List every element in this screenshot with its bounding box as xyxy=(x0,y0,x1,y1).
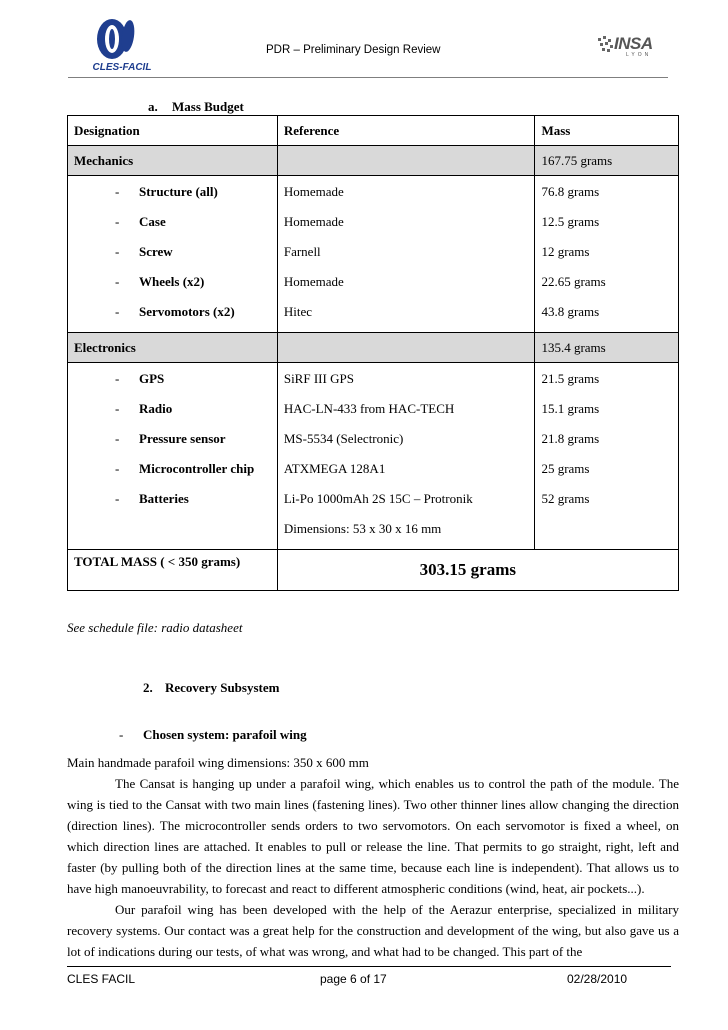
items-mass-cell xyxy=(535,363,679,550)
item-label: Screw xyxy=(139,244,173,259)
cles-facil-logo xyxy=(82,14,162,72)
item-reference: HAC-LN-433 from HAC-TECH xyxy=(283,401,455,416)
item-dash: - xyxy=(115,371,120,386)
item-mass: 76.8 grams xyxy=(541,184,600,199)
item-mass: 25 grams xyxy=(541,461,590,476)
bullet-text: Chosen system: parafoil wing xyxy=(143,727,307,742)
column-header-reference: Reference xyxy=(277,116,535,146)
category-row-mechanics xyxy=(68,146,679,176)
total-row xyxy=(68,550,679,591)
item-label: GPS xyxy=(139,371,165,386)
item-reference: Homemade xyxy=(283,274,344,289)
item-mass: 52 grams xyxy=(541,491,590,506)
item-reference: Farnell xyxy=(283,244,321,259)
category-row-electronics xyxy=(68,333,679,363)
item-dash: - xyxy=(115,491,120,506)
datasheet-note: See schedule file: radio datasheet xyxy=(67,620,243,635)
item-dash: - xyxy=(115,401,120,416)
cles-facil-logo-text: CLES-FACIL xyxy=(92,62,152,73)
footer-page-number: page 6 of 17 xyxy=(320,972,387,986)
list-item xyxy=(68,364,277,394)
insa-logo-text: INSA xyxy=(614,34,653,53)
section-heading-mass-budget xyxy=(148,99,244,115)
items-reference-cell xyxy=(277,176,535,333)
category-name: Electronics xyxy=(68,333,278,363)
page-header xyxy=(0,0,728,80)
table-header-row xyxy=(68,116,679,146)
item-label: Structure (all) xyxy=(139,184,218,199)
item-label: Wheels (x2) xyxy=(139,274,205,289)
category-mass: 135.4 grams xyxy=(535,333,679,363)
bullet-chosen-system xyxy=(119,727,307,743)
header-divider xyxy=(68,77,668,78)
item-label: Batteries xyxy=(139,491,189,506)
list-item xyxy=(68,454,277,484)
item-dash: - xyxy=(115,214,120,229)
item-label: Case xyxy=(139,214,166,229)
category-reference xyxy=(277,333,535,363)
item-reference: SiRF III GPS xyxy=(283,371,354,386)
list-item xyxy=(68,177,277,207)
body-text xyxy=(67,752,679,962)
insa-logo-subtext: LYON xyxy=(626,52,652,58)
item-dash: - xyxy=(115,304,120,319)
footer-left: CLES FACIL xyxy=(67,972,136,986)
insa-dots-icon xyxy=(596,34,616,56)
item-dash: - xyxy=(115,244,120,259)
total-label: TOTAL MASS ( < 350 grams) xyxy=(68,550,278,591)
list-item xyxy=(68,394,277,424)
item-dash: - xyxy=(115,431,120,446)
item-reference: Homemade xyxy=(283,214,344,229)
item-label: Pressure sensor xyxy=(139,431,226,446)
items-row-mechanics xyxy=(68,176,679,333)
items-mass-cell xyxy=(535,176,679,333)
item-reference: Homemade xyxy=(283,184,344,199)
body-paragraph: Our parafoil wing has been developed with the help of the Aerazur enterprise, specialized in military recovery systems. Our contact was a great help for the construction and development of the wing, but also gave us a lot of indications during our tests, of what was wrong, and what had to be changed. This part of the xyxy=(67,902,679,959)
section-title: Recovery Subsystem xyxy=(165,680,280,695)
footer-divider xyxy=(67,966,671,967)
item-reference: MS-5534 (Selectronic) xyxy=(283,431,404,446)
bullet-dash: - xyxy=(119,727,124,742)
category-name: Mechanics xyxy=(68,146,278,176)
items-designation-cell xyxy=(68,363,278,550)
item-mass: 43.8 grams xyxy=(541,304,600,319)
items-reference-cell xyxy=(277,363,535,550)
insa-logo xyxy=(596,34,658,60)
category-mass: 167.75 grams xyxy=(535,146,679,176)
cles-facil-emblem-icon xyxy=(82,14,162,64)
item-dash: - xyxy=(115,274,120,289)
item-reference-dimensions: Dimensions: 53 x 30 x 16 mm xyxy=(283,521,442,536)
section-title: Mass Budget xyxy=(172,99,244,114)
item-reference: Hitec xyxy=(283,304,312,319)
item-mass: 21.5 grams xyxy=(541,371,600,386)
item-reference: ATXMEGA 128A1 xyxy=(283,461,386,476)
total-value: 303.15 grams xyxy=(277,550,678,591)
item-mass: 21.8 grams xyxy=(541,431,600,446)
item-label: Radio xyxy=(139,401,173,416)
section-number: a. xyxy=(148,99,158,114)
section-heading-recovery xyxy=(143,680,279,696)
items-row-electronics xyxy=(68,363,679,550)
mass-budget-table xyxy=(67,115,679,591)
items-designation-cell xyxy=(68,176,278,333)
item-dash: - xyxy=(115,461,120,476)
item-label: Servomotors (x2) xyxy=(139,304,235,319)
body-line-dimensions: Main handmade parafoil wing dimensions: 350 x 600 mm xyxy=(67,755,369,770)
list-item xyxy=(68,237,277,267)
item-mass: 12.5 grams xyxy=(541,214,600,229)
list-item xyxy=(68,484,277,514)
item-reference: Li-Po 1000mAh 2S 15C – Protronik xyxy=(283,491,473,506)
list-item xyxy=(68,424,277,454)
list-item xyxy=(68,207,277,237)
footer-date: 02/28/2010 xyxy=(567,972,628,986)
item-dash: - xyxy=(115,184,120,199)
item-mass: 12 grams xyxy=(541,244,590,259)
category-reference xyxy=(277,146,535,176)
header-title: PDR – Preliminary Design Review xyxy=(266,44,441,56)
item-mass: 15.1 grams xyxy=(541,401,600,416)
body-paragraph: The Cansat is hanging up under a parafoil wing, which enables us to control the path of the module. The wing is tied to the Cansat with two main lines (fastening lines). Two other thinner lines allow changing the direction (direction lines). The microcontroller sends orders to two servomotors. On each servomotor is fixed a wheel, on which direction lines are attached. It enables to pull or release the line. That permits to go straight, right, left and faster (by pulling both of the direction lines at the same time, because each line is independent). That allows us to have high manoeuvrability, to forecast and react to different atmospheric conditions (wind, heat, air pockets...). xyxy=(67,776,679,896)
list-item xyxy=(68,297,277,327)
section-number: 2. xyxy=(143,680,153,695)
item-label: Microcontroller chip xyxy=(139,461,255,476)
column-header-designation: Designation xyxy=(68,116,278,146)
list-item xyxy=(68,267,277,297)
column-header-mass: Mass xyxy=(535,116,679,146)
item-mass: 22.65 grams xyxy=(541,274,606,289)
